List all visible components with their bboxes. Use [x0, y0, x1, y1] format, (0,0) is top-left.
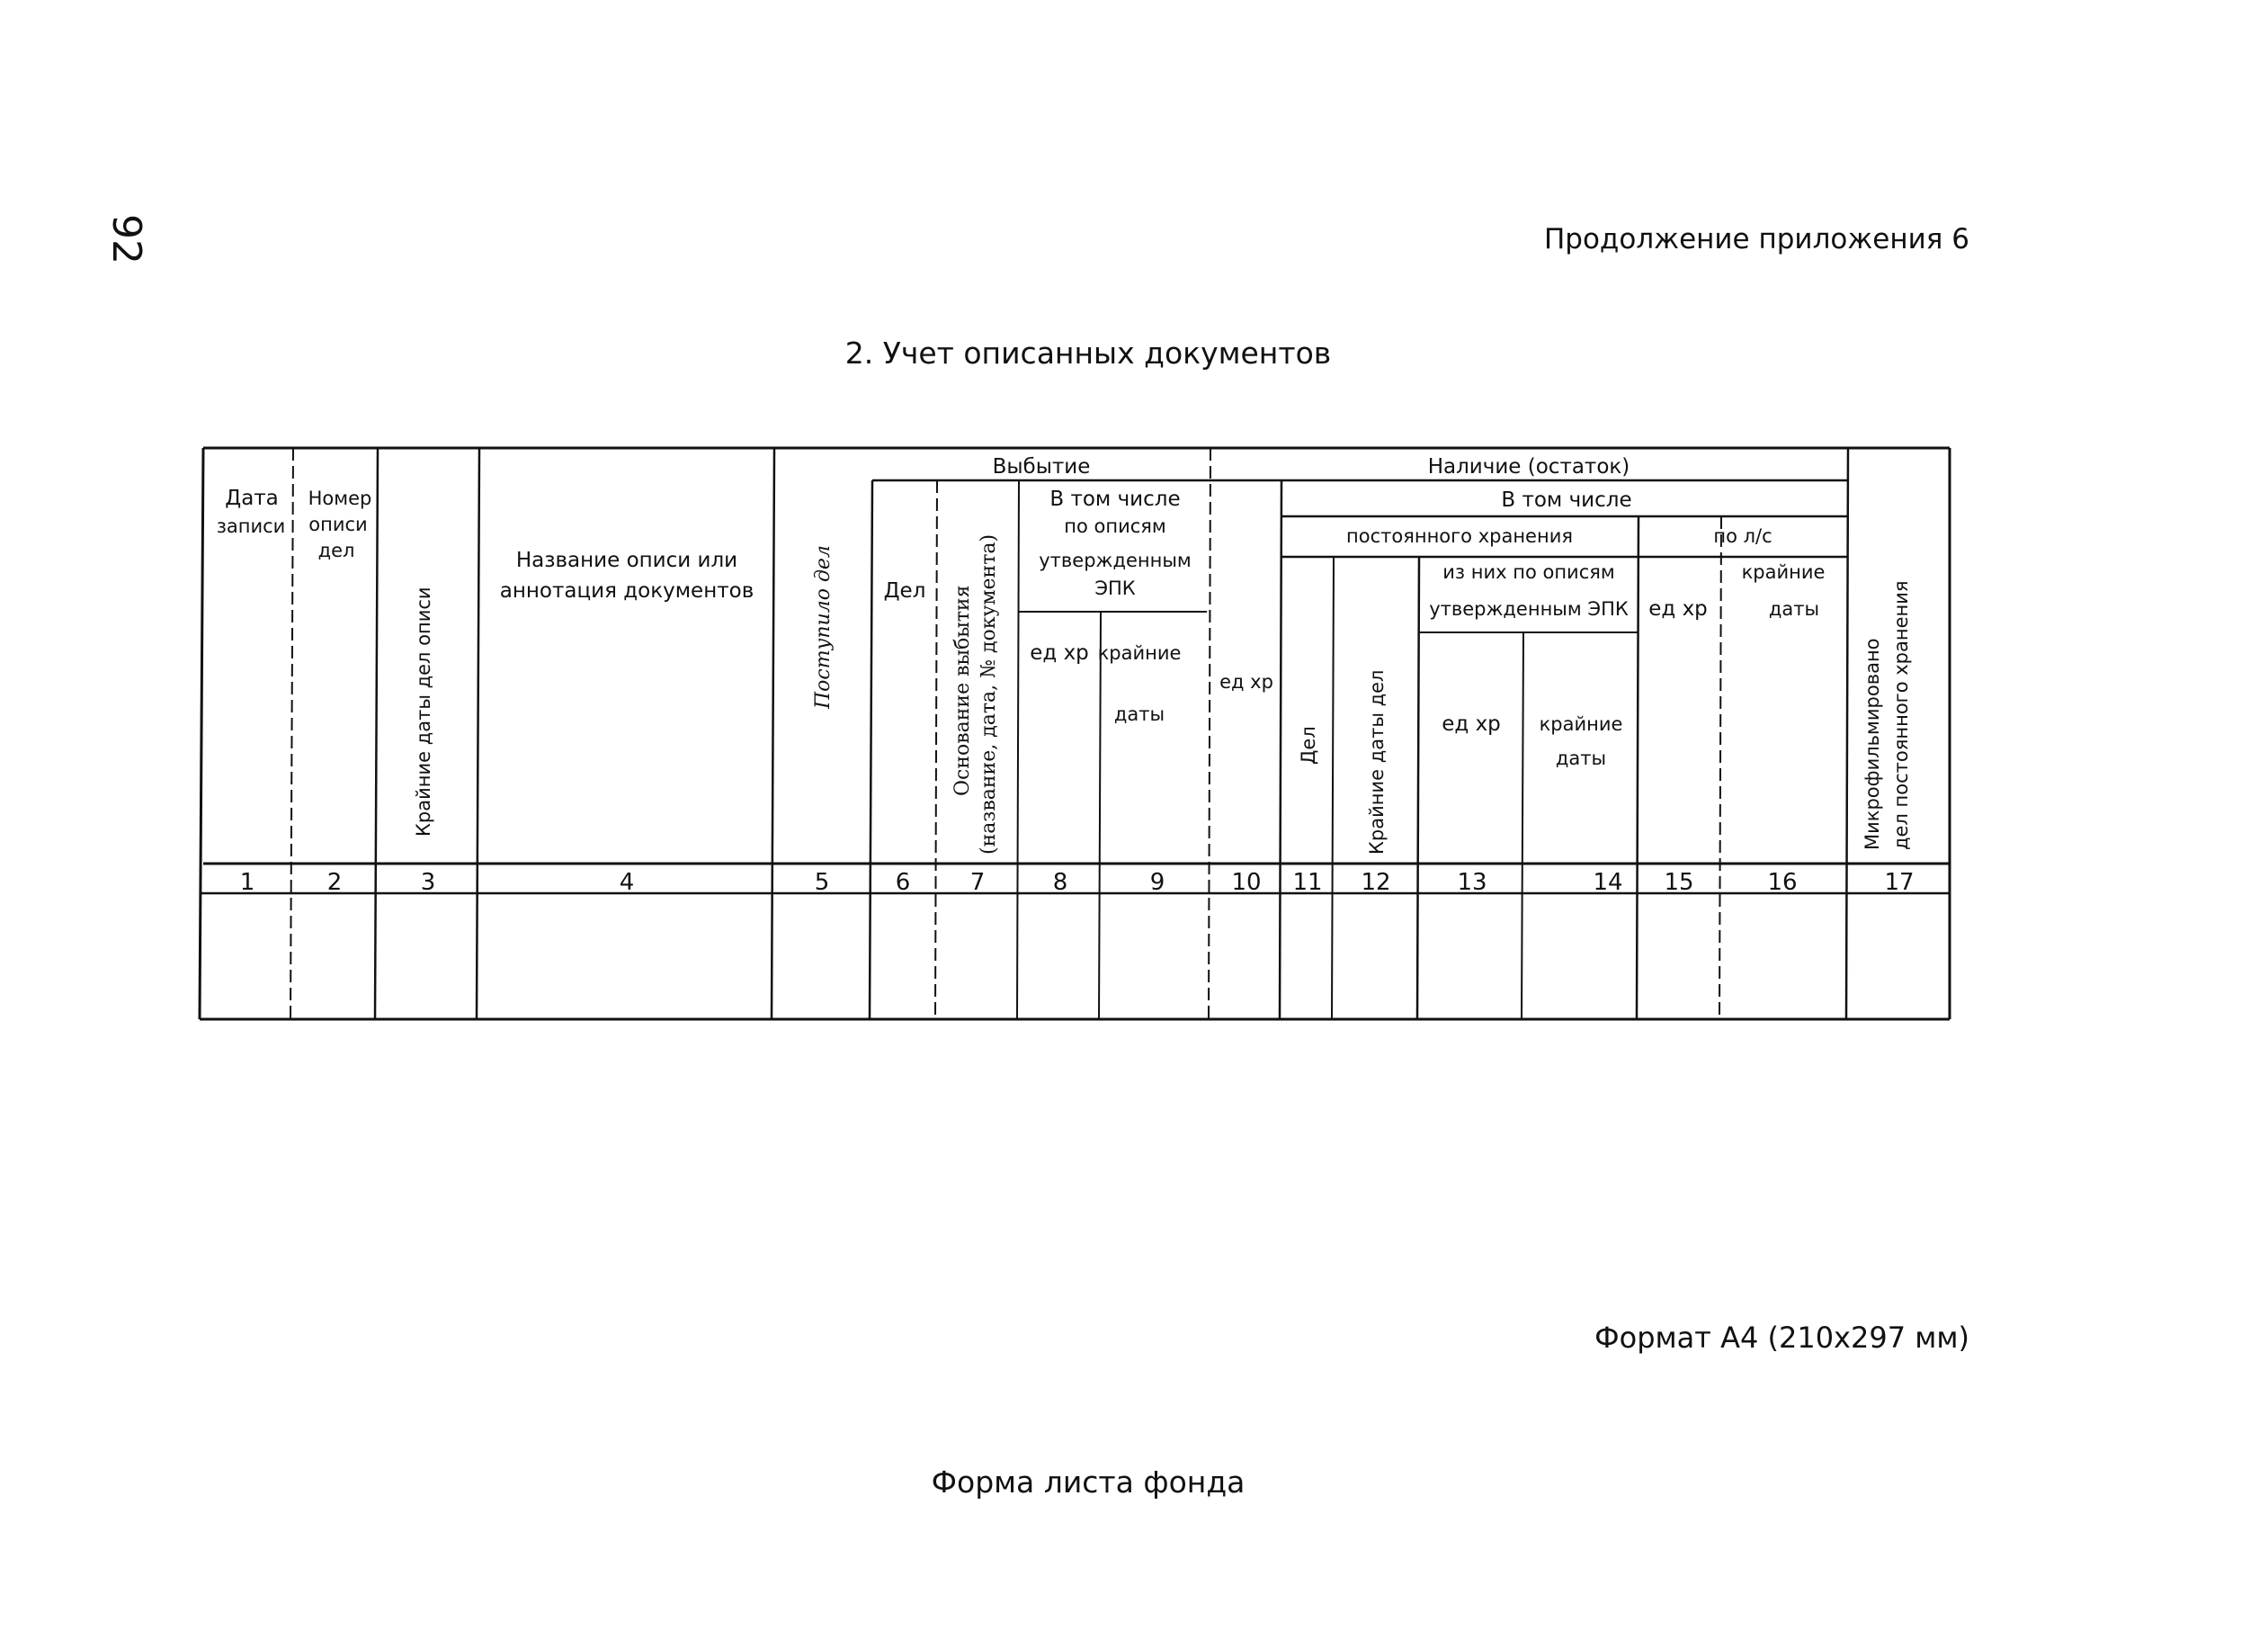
header-extreme-dates-cases: Крайние даты дел	[1366, 669, 1388, 855]
column-number-4: 4	[619, 869, 635, 896]
header-availability: Наличие (остаток)	[1427, 455, 1630, 479]
header-of-them-epk-line2: утвержденным ЭПК	[1429, 598, 1629, 620]
header-inventory-number-line3: дел	[317, 540, 355, 561]
column-number-8: 8	[1052, 869, 1068, 896]
column-number-3: 3	[420, 869, 436, 896]
header-storage-units-total: ед хр	[1219, 671, 1273, 693]
header-cases: Дел	[1298, 726, 1319, 765]
column-number-10: 10	[1231, 869, 1262, 896]
header-microfilmed-line1: Микрофильмировано	[1862, 638, 1883, 850]
header-received: Поступило дел	[812, 545, 835, 709]
header-extreme-dates-c-line2: даты	[1768, 598, 1820, 620]
section-title: 2. Учет описанных документов	[844, 336, 1332, 371]
header-extreme-dates-b-line2: даты	[1555, 748, 1607, 769]
header-incl: В том числе	[1501, 488, 1632, 512]
column-number-14: 14	[1593, 869, 1623, 896]
header-date-line1: Дата	[225, 487, 279, 510]
header-inventory-number-line2: описи	[308, 514, 368, 535]
column-number-15: 15	[1664, 869, 1694, 896]
column-number-2: 2	[326, 869, 343, 896]
header-storage-units-a: ед хр	[1030, 641, 1089, 665]
column-number-17: 17	[1884, 869, 1915, 896]
column-number-row	[240, 869, 1915, 896]
header-inventory-name-line1: Название описи или	[515, 549, 738, 572]
header-personnel: по л/с	[1713, 525, 1772, 547]
header-storage-units-b: ед хр	[1442, 712, 1501, 736]
header-storage-units-c: ед хр	[1648, 597, 1708, 621]
format-note: Формат А4 (210x297 мм)	[1594, 1321, 1969, 1355]
header-inventory-name-line2: аннотация документов	[499, 579, 755, 603]
column-number-1: 1	[239, 869, 255, 896]
header-extreme-dates-b-line1: крайние	[1539, 713, 1623, 735]
column-number-11: 11	[1292, 869, 1323, 896]
column-number-6: 6	[895, 869, 911, 896]
header-extreme-dates-a-line2: даты	[1113, 703, 1165, 725]
header-incl-epk-line2: по описям	[1064, 515, 1166, 537]
column-number-13: 13	[1457, 869, 1487, 896]
column-number-16: 16	[1767, 869, 1798, 896]
header-disposal: Выбытие	[992, 455, 1091, 479]
column-number-5: 5	[814, 869, 830, 896]
header-incl-epk-line3: утвержденным	[1039, 550, 1192, 571]
header-incl-epk-line4: ЭПК	[1094, 578, 1136, 599]
header-disposal-basis-line1: Основание выбытия	[951, 585, 974, 796]
column-number-12: 12	[1361, 869, 1391, 896]
header-of-them-epk-line1: из них по описям	[1442, 561, 1615, 583]
header-extreme-dates-a-line1: крайние	[1097, 642, 1182, 664]
header-incl-epk-line1: В том числе	[1049, 488, 1181, 511]
header-date-line2: записи	[216, 515, 286, 537]
header-disposal-cases: Дел	[883, 579, 926, 603]
header-extreme-dates-c-line1: крайние	[1741, 561, 1826, 583]
column-number-9: 9	[1149, 869, 1165, 896]
form-title: Форма листа фонда	[931, 1464, 1246, 1500]
header-inventory-number-line1: Номер	[308, 488, 372, 509]
header-disposal-basis-line2: (название, дата, № документа)	[978, 533, 1000, 855]
header-microfilmed-line2: дел постоянного хранения	[1890, 580, 1912, 850]
header-extreme-dates-inventory: Крайние даты дел описи	[413, 587, 434, 837]
appendix-continuation-label: Продолжение приложения 6	[1543, 223, 1969, 255]
header-permanent: постоянного хранения	[1346, 525, 1573, 547]
column-number-7: 7	[969, 869, 986, 896]
page-number: 92	[103, 214, 149, 264]
